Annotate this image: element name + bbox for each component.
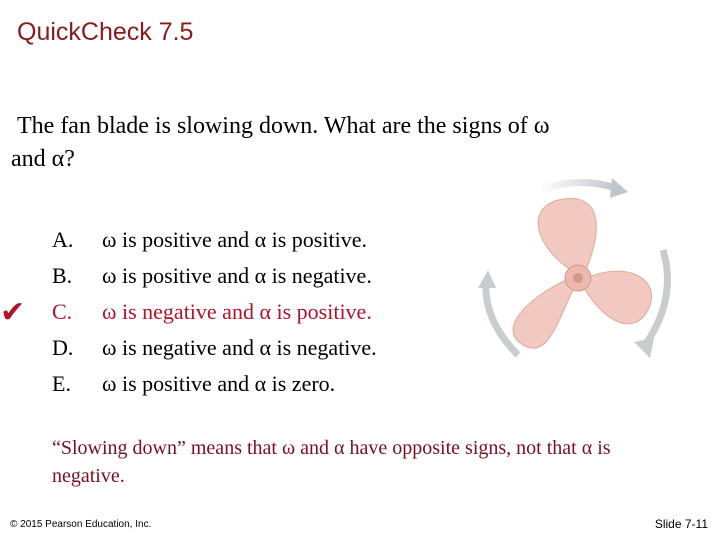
copyright-notice: © 2015 Pearson Education, Inc. — [10, 519, 152, 530]
choice-text: is positive and — [116, 371, 255, 396]
choice-text-end: is positive. — [270, 299, 372, 324]
explanation-part-1: “Slowing down” means that — [52, 437, 282, 459]
explanation-alpha: α — [334, 437, 345, 459]
rotation-arrow-left-head — [478, 270, 496, 288]
choice-text-end: is negative. — [270, 335, 377, 360]
choice-b[interactable] — [52, 258, 377, 294]
question-text — [11, 110, 657, 176]
fan-hub-center — [573, 273, 583, 283]
explanation-alpha-2: α — [581, 437, 593, 459]
omega-symbol: ω — [533, 113, 550, 139]
question-text-before: The fan blade is slowing down. What are the signs of — [17, 113, 534, 139]
explanation-omega: ω — [281, 437, 296, 459]
choice-c[interactable] — [52, 294, 377, 330]
choice-text: is negative and — [116, 335, 260, 360]
slide-number: Slide 7-11 — [654, 517, 708, 531]
choice-text: is positive and — [116, 227, 255, 252]
question-text-mid: and — [11, 146, 52, 172]
explanation-part-3: have opposite signs, not that — [344, 437, 582, 459]
fan-blade-right — [584, 271, 652, 324]
choice-alpha: α — [254, 227, 267, 252]
choice-letter: B. — [52, 263, 73, 288]
rotation-arrow-top-head — [610, 178, 628, 198]
choice-letter: E. — [52, 371, 71, 396]
choice-omega: ω — [102, 371, 117, 396]
fan-blade-illustration — [478, 170, 678, 385]
alpha-symbol: α — [51, 146, 65, 172]
choice-alpha: α — [254, 263, 267, 288]
choice-text: is negative and — [116, 299, 260, 324]
choice-a[interactable] — [52, 222, 377, 258]
choice-text-end: is negative. — [266, 263, 372, 288]
explanation-part-4: is negative. — [52, 437, 611, 487]
fan-blade-top — [538, 198, 596, 272]
slide-title: QuickCheck 7.5 — [17, 18, 194, 46]
choice-alpha: α — [259, 299, 271, 324]
explanation-part-2: and — [295, 437, 335, 459]
choice-alpha: α — [254, 371, 267, 396]
choice-omega: ω — [102, 299, 117, 324]
choice-text: is positive and — [116, 263, 255, 288]
answer-choices — [52, 222, 377, 402]
choice-letter: D. — [52, 335, 74, 360]
rotation-arrow-right-head — [634, 338, 654, 358]
choice-d[interactable] — [52, 330, 377, 366]
choice-omega: ω — [102, 227, 117, 252]
correct-answer-checkmark-icon: ✔ — [0, 296, 26, 329]
choice-e[interactable] — [52, 366, 377, 402]
fan-blade-bottom — [513, 278, 574, 348]
explanation-text — [52, 434, 612, 490]
rotation-arrow-top — [540, 182, 616, 190]
choice-letter: C. — [52, 299, 73, 324]
choice-omega: ω — [102, 263, 117, 288]
choice-letter: A. — [52, 227, 74, 252]
choice-omega: ω — [102, 335, 117, 360]
rotation-arrow-left — [486, 280, 518, 355]
choice-text-end: is zero. — [266, 371, 336, 396]
question-text-after: ? — [64, 146, 75, 172]
choice-alpha: α — [259, 335, 271, 360]
choice-text-end: is positive. — [266, 227, 367, 252]
